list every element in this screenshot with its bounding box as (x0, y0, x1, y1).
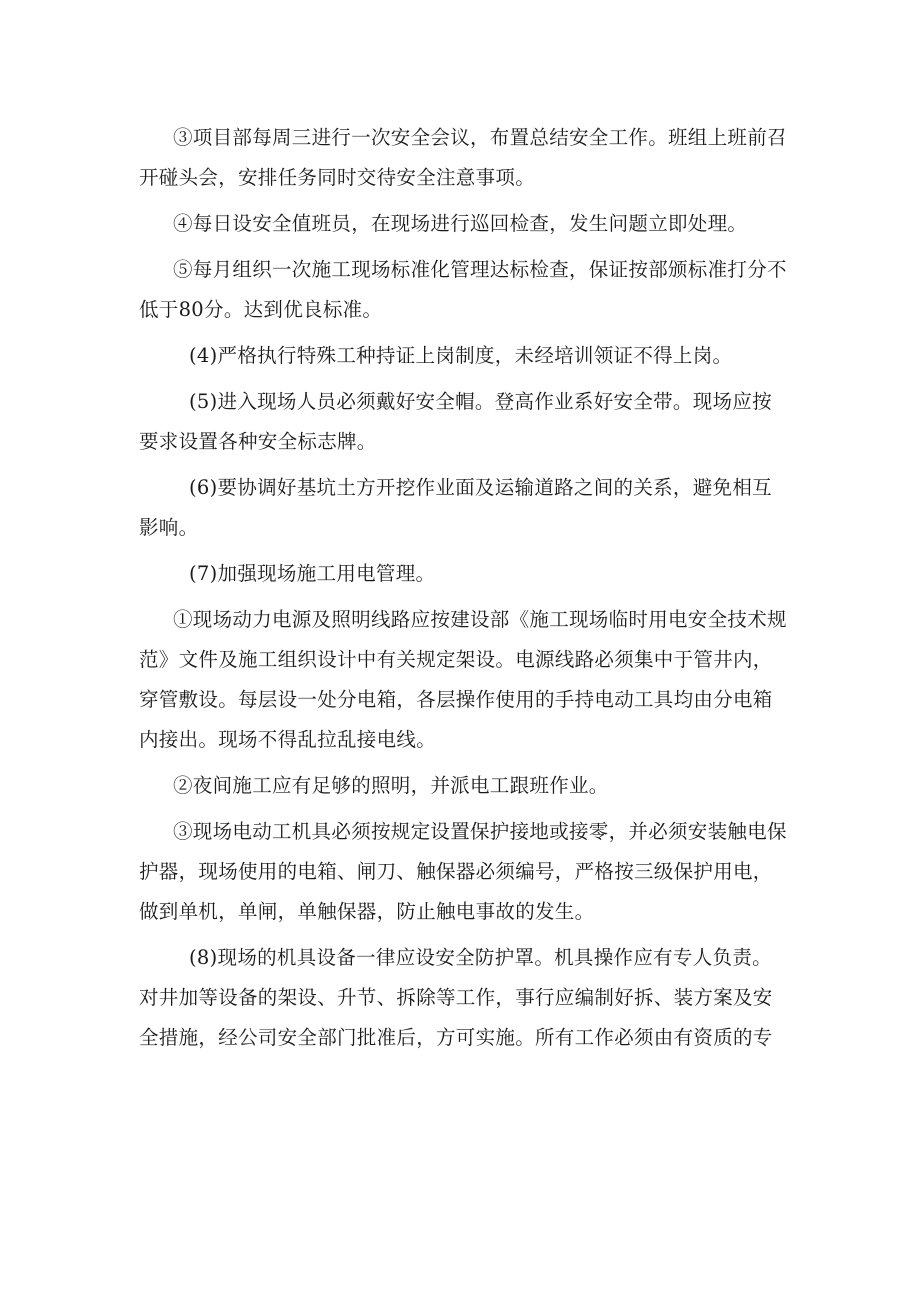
paragraph-electricity-heading: (7)加强现场施工用电管理。 (189, 562, 436, 585)
paragraph-excavation: (6)要协调好基坑土方开挖作业面及运输道路之间的关系，避免相互影响。 (139, 476, 772, 539)
paragraph-certification: (4)严格执行特殊工种持证上岗制度，未经培训领证不得上岗。 (189, 344, 733, 367)
paragraph-safety-helmet: (5)进入现场人员必须戴好安全帽。登高作业系好安全带。现场应按要求设置各种安全标志牌。 (139, 390, 772, 453)
paragraph-night-lighting: ②夜间施工应有足够的照明，并派电工跟班作业。 (173, 774, 609, 797)
paragraph-grounding: ③现场电动工机具必须按规定设置保护接地或接零，并必须安装触电保护器，现场使用的电箱、闸刀、触保器必须编号，严格按三级保护用电，做到单机，单闸，单触保器，防止触电事故的发生。 (139, 820, 787, 923)
paragraph-safety-meeting: ③项目部每周三进行一次安全会议，布置总结安全工作。班组上班前召开碰头会，安排任务同时交待安全注意事项。 (139, 126, 787, 189)
paragraph-machinery: (8)现场的机具设备一律应设安全防护罩。机具操作应有专人负责。对井加等设备的架设、升节、拆除等工作，事行应编制好拆、装方案及安全措施，经公司安全部门批准后，方可实施。所有工作必须由有资质的专 (139, 946, 773, 1049)
paragraph-monthly-inspection: ⑤每月组织一次施工现场标准化管理达标检查，保证按部颁标准打分不低于80分。达到优良标准。 (139, 258, 787, 321)
document-body (139, 118, 789, 1058)
paragraph-duty-officer: ④每日设安全值班员，在现场进行巡回检查，发生问题立即处理。 (173, 212, 748, 235)
paragraph-power-lines: ①现场动力电源及照明线路应按建设部《施工现场临时用电安全技术规范》文件及施工组织设计中有关规定架设。电源线路必须集中于管井内，穿管敷设。每层设一处分电箱，各层操作使用的手持电动工具均由分电箱内接出。现场不得乱拉乱接电线。 (139, 608, 787, 751)
